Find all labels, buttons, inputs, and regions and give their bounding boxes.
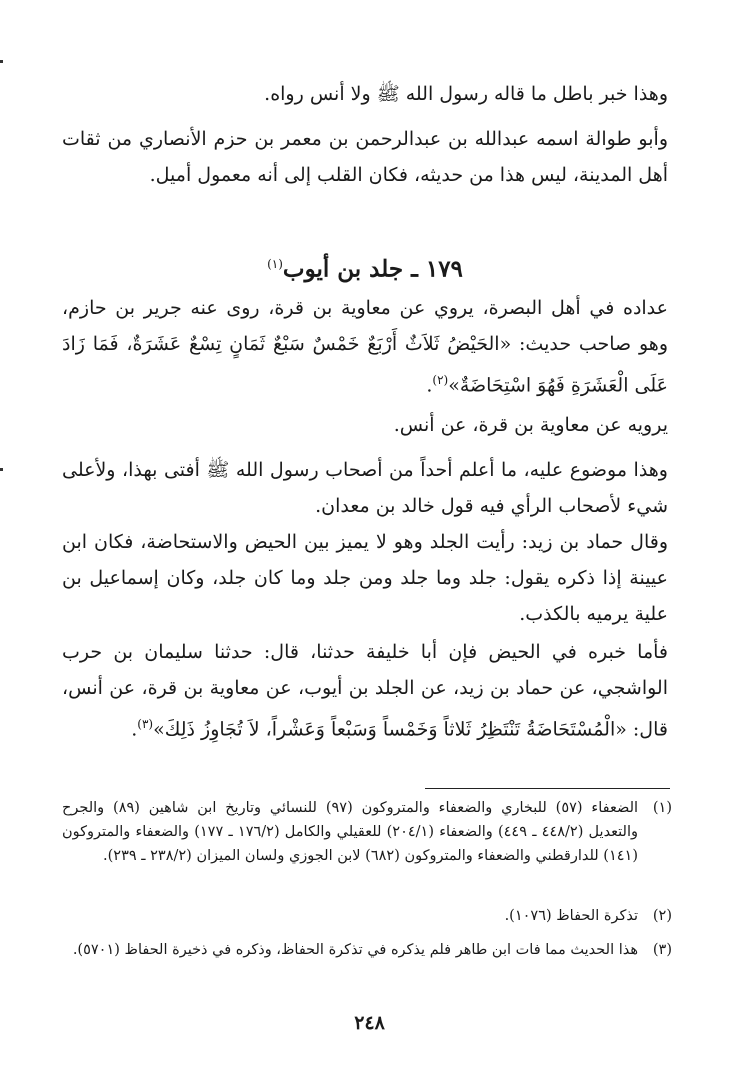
footnote-3 <box>62 938 672 962</box>
footnote-number: (٢) <box>652 908 672 924</box>
footnote-text: تذكرة الحفاظ (١٠٧٦). <box>504 908 638 924</box>
entry-heading <box>62 244 668 290</box>
footnote-text: الضعفاء (٥٧) للبخاري والضعفاء والمتروكون (٩٧) للنسائي وتاريخ ابن شاهين (٨٩) والجرح والتعديل (٤٤٨/٢ ـ ٤٤٩) والضعفاء (٢٠٤/١) للعقيلي والكامل (١٧٦/٢ ـ ١٧٧) والضعفاء والمتروكون (١٤١) للدارقطني والضعفاء والمتروكون (٦٨٢) لابن الجوزي ولسان الميزان (٢٣٨/٢ ـ ٢٣٩). <box>62 800 639 864</box>
paragraph-narration: يرويه عن معاوية بن قرة، عن أنس. <box>393 414 668 436</box>
paragraph-hayd-chain <box>62 634 668 747</box>
paragraph-entry-intro <box>62 290 668 403</box>
footnote-number: (٣) <box>652 942 672 958</box>
paragraph-hadith-verdict: وهذا خبر باطل ما قاله رسول الله ﷺ ولا أنس رواه. <box>264 83 668 105</box>
hayd-chain-end: . <box>131 718 138 741</box>
footnote-text: هذا الحديث مما فات ابن طاهر فلم يذكره في تذكرة الحفاظ، وذكره في ذخيرة الحفاظ (٥٧٠١). <box>72 942 638 958</box>
entry-title: ١٧٩ ـ جلد بن أيوب <box>282 255 463 283</box>
footnote-2 <box>62 904 672 928</box>
entry-intro-end: . <box>426 374 433 397</box>
hayd-chain-text: فأما خبره في الحيض فإن أبا خليفة حدثنا، قال: حدثنا سليمان بن حرب الواشجي، عن حماد بن زيد، عن الجلد بن أيوب، عن معاوية بن قرة، عن أنس، قال: «الْمُسْتَحَاضَةُ تَنْتَظِرُ ثَلاثاً وَخَمْساً وَسَبْعاً وَعَشْراً، لاَ تُجَاوِزُ ذَلِكَ» <box>62 641 668 741</box>
footnote-divider <box>425 788 670 789</box>
paragraph-fabrication: وهذا موضوع عليه، ما أعلم أحداً من أصحاب رسول الله ﷺ أفتى بهذا، ولأعلى شيء لأصحاب الرأي فيه قول خالد بن معدان. <box>62 459 668 517</box>
scan-edge-mark <box>0 60 3 63</box>
entry-intro-text: عداده في أهل البصرة، يروي عن معاوية بن قرة، روى عنه جرير بن حازم، وهو صاحب حديث: «الحَيْضُ ثَلاَثٌ أَرْبَعٌ خَمْسٌ سَبْعٌ ثَمَانٍ تِسْعٌ عَشَرَةٌ، فَمَا زَادَ عَلَى الْعَشَرَةِ فَهُوَ اسْتِحَاضَةٌ» <box>62 297 668 397</box>
footnote-ref-2: (٢) <box>432 373 449 387</box>
footnote-number: (١) <box>652 800 672 816</box>
footnote-ref-1: (١) <box>267 257 283 271</box>
footnote-ref-3: (٣) <box>137 717 154 731</box>
page-number: ٢٤٨ <box>354 1012 385 1034</box>
footnote-1 <box>62 796 672 868</box>
paragraph-hammad-report: وقال حماد بن زيد: رأيت الجلد وهو لا يميز بين الحيض والاستحاضة، فكان ابن عيينة إذا ذكره يقول: جلد وما جلد ومن جلد وما كان جلد، وكان إسماعيل بن علية يرميه بالكذب. <box>62 531 668 625</box>
paragraph-abu-tuwala: وأبو طوالة اسمه عبدالله بن عبدالرحمن بن معمر بن حزم الأنصاري من ثقات أهل المدينة، ليس هذا من حديثه، فكان القلب إلى أنه معمول أميل. <box>62 128 668 186</box>
scan-edge-mark <box>0 468 3 471</box>
